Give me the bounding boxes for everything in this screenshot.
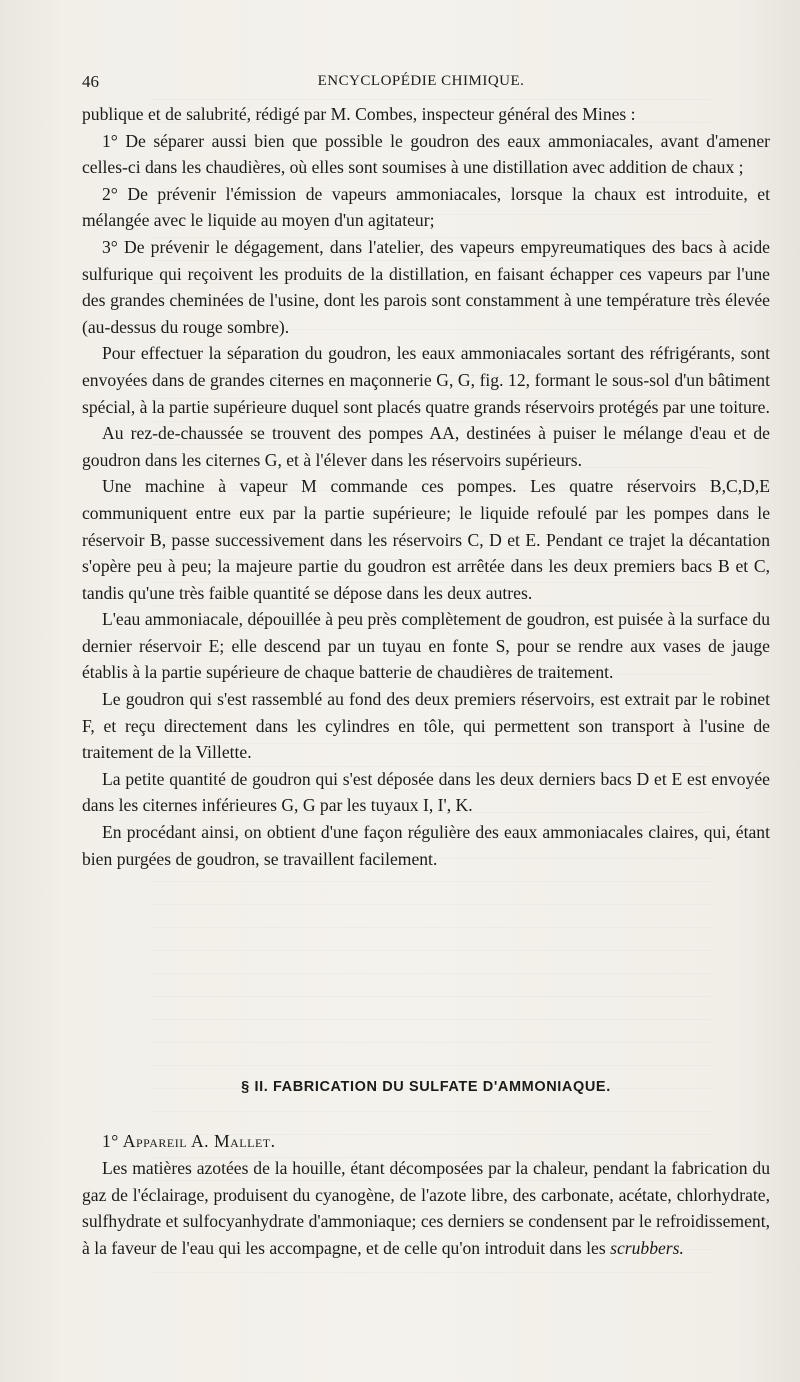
page-header [82,72,760,96]
section-text-block [82,1128,770,1262]
paragraph-reservoirs: Une machine à vapeur M commande ces pompes. Les quatre réservoirs B,C,D,E communiquent entre eux par la partie supérieure; le liquide refoulé par les pompes dans le réservoir B, passe successivement dans les réservoirs C, D et E. Pendant ce trajet la décantation s'opère peu à peu; la majeure partie du goudron est arrêtée dans les deux premiers bacs B et C, tandis qu'une très faible quantité se dépose dans les deux autres. [82,476,770,603]
paragraph-item-2: 2° De prévenir l'émission de vapeurs ammoniacales, lorsque la chaux est introduite, et mélangée avec le liquide au moyen d'un agitateur; [82,183,770,231]
main-text-block [82,101,770,872]
section-heading: § II. FABRICATION DU SULFATE D'AMMONIAQUE. [241,1079,611,1095]
paragraph-continuation: publique et de salubrité, rédigé par M. Combes, inspecteur général des Mines : [82,104,636,124]
running-head: ENCYCLOPÉDIE CHIMIQUE. [317,73,525,89]
section-paragraph-italic-end: scrubbers. [610,1238,684,1259]
paragraph-small-quantity: La petite quantité de goudron qui s'est déposée dans les deux derniers bacs D et E est envoyée dans les citernes inférieures G, G par les tuyaux I, I', K. [82,768,770,816]
paragraph-conclusion: En procédant ainsi, on obtient d'une façon régulière des eaux ammoniacales claires, qui, étant bien purgées de goudron, se travaillent facilement. [82,822,770,869]
page-number: 46 [82,72,99,91]
section-paragraph [82,1155,770,1262]
paragraph-tar-extraction: Le goudron qui s'est rassemblé au fond des deux premiers réservoirs, est extrait par le robinet F, et reçu directement dans les cylindres en tôle, qui permettent son transport à l'usine de traitement de la Villette. [82,689,770,763]
paragraph-pumps: Au rez-de-chaussée se trouvent des pompes AA, destinées à puiser le mélange d'eau et de goudron dans les citernes G, et à l'élever dans les réservoirs supérieurs. [82,423,770,470]
paragraph-separation: Pour effectuer la séparation du goudron, les eaux ammoniacales sortant des réfrigérants, sont envoyées dans de grandes citernes en maçonnerie G, G, fig. 12, formant le sous-sol d'un bâtiment spécial, à la partie supérieure duquel sont placés quatre grands réservoirs protégés par une toiture. [82,343,770,417]
section-paragraph-text: Les matières azotées de la houille, étant décomposées par la chaleur, pendant la fabrication du gaz de l'éclairage, produisent du cyanogène, de l'azote libre, des carbonate, acétate, chlorhydrate, sulfhydrate et sulfocyanhydrate d'ammoniaque; ces derniers se condensent par le refroidissement, à la faveur de l'eau qui les accompagne, et de celle qu'on introduit dans les [82,1157,770,1259]
paragraph-ammonia-water: L'eau ammoniacale, dépouillée à peu près complètement de goudron, est puisée à la surface du dernier réservoir E; elle descend par un tuyau en fonte S, pour se rendre aux vases de jauge établis à la partie supérieure de chaque batterie de chaudières de traitement. [82,609,770,683]
paragraph-item-3: 3° De prévenir le dégagement, dans l'atelier, des vapeurs empyreumatiques des bacs à acide sulfurique qui reçoivent les produits de la distillation, en faisant échapper ces vapeurs par l'une des grandes cheminées de l'usine, dont les parois sont constamment à une température très élevée (au-dessus du rouge sombre). [82,236,770,337]
subsection-heading: 1° Appareil A. Mallet. [102,1131,276,1151]
paragraph-item-1: 1° De séparer aussi bien que possible le goudron des eaux ammoniacales, avant d'amener celles-ci dans les chaudières, où elles sont soumises à une distillation avec addition de chaux ; [82,130,770,178]
